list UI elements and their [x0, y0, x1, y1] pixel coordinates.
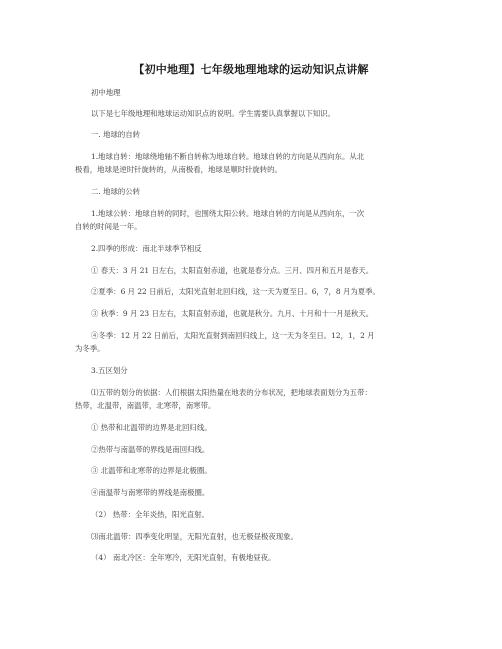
- paragraph-line: 2.四季的形成：南北半球季节相反: [91, 244, 202, 253]
- paragraph-line: 极看，地球是逆时针旋转的，从南极看，地球是顺时针旋转的。: [75, 165, 282, 174]
- paragraph-line: ⑶南北温带：四季变化明显，无阳光直射，也无极昼极夜现象。: [91, 532, 298, 541]
- paragraph-line: ③ 秋季：9 月 23 日左右，太阳直射赤道，也就是秋分。九月、十月和十一月是秋天。: [91, 309, 374, 318]
- paragraph-line: 初中地理: [91, 88, 121, 97]
- paragraph-line: ⑴五带的划分的依据：人们根据太阳热量在地表的分布状况，把地球表面划分为五带：: [91, 388, 372, 397]
- paragraph-line: 自转的时间是一年。: [75, 222, 142, 231]
- section-heading: 二. 地球的公转: [91, 187, 141, 196]
- paragraph-line: （4） 南北冷区：全年寒冷，无阳光直射，有极地昼夜。: [91, 553, 276, 562]
- paragraph-line: ① 春天：3 月 21 日左右，太阳直射赤道，也就是春分点。三月、四月和五月是春天。: [91, 266, 374, 275]
- paragraph-line: 为冬季。: [75, 344, 105, 353]
- paragraph-line: （2） 热带：全年炎热，阳光直射。: [91, 510, 209, 519]
- section-heading: 一. 地球的自转: [91, 130, 141, 139]
- paragraph-line: 1.地球自转：地球绕地轴不断自转称为地球自转。地球自转的方向是从西向东。从北: [91, 152, 365, 161]
- paragraph-line: 热带，北温带，南温带，北寒带，南寒带。: [75, 401, 216, 410]
- paragraph-line: ④冬季：12 月 22 日前后，太阳光直射到南回归线上，这一天为冬至日。12，1，2 月: [91, 331, 375, 340]
- paragraph-line: 以下是七年级地理和地球运动知识点的说明。学生需要认真掌握以下知识。: [91, 109, 335, 118]
- paragraph-line: 1.地球公转：地球自转的同时，也围绕太阳公转。地球自转的方向是从西向东，一次: [91, 209, 365, 218]
- paragraph-line: ②热带与南温带的界线是南回归线。: [91, 445, 210, 454]
- paragraph-line: 3.五区划分: [91, 366, 128, 375]
- paragraph-line: ④南温带与南寒带的界线是南极圈。: [91, 488, 210, 497]
- paragraph-line: ① 热带和北温带的边界是北回归线。: [91, 423, 212, 432]
- paragraph-line: ②夏季：6 月 22 日前后，太阳光直射北回归线，这一天为夏至日。6，7，8 月为夏季。: [91, 287, 380, 296]
- document-title: 【初中地理】七年级地理地球的运动知识点讲解: [133, 63, 369, 76]
- paragraph-line: ③ 北温带和北寒带的边界是北极圈。: [91, 466, 212, 475]
